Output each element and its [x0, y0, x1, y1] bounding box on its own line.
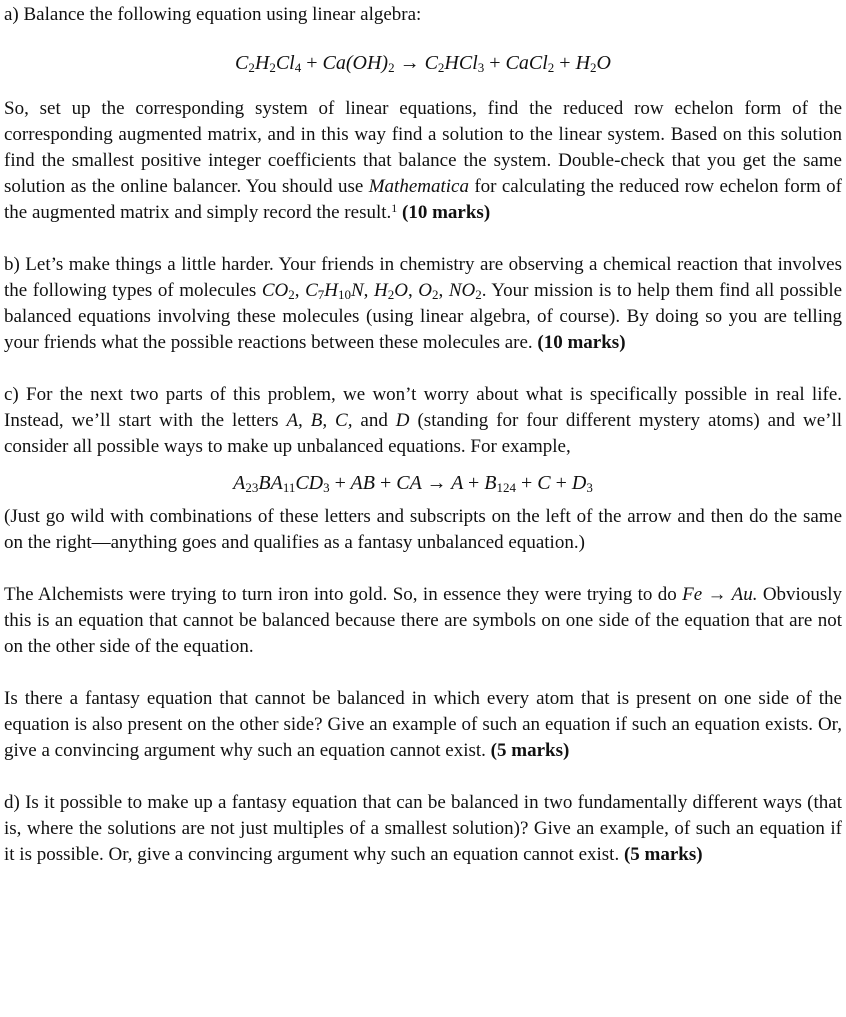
plus-sign: +	[559, 52, 571, 74]
part-a-intro	[4, 2, 842, 28]
part-a-intro-text: a) Balance the following equation using linear algebra:	[4, 4, 422, 25]
letter-d: D	[395, 410, 410, 431]
part-c-question	[4, 686, 842, 764]
part-c-note	[4, 504, 842, 556]
part-a-body	[4, 96, 842, 226]
part-b-marks: (10 marks)	[537, 332, 626, 353]
part-a-equation	[4, 50, 842, 76]
alchemist-text-2: Obviously this is an equation that cannot be balanced because there are symbols on one side of the equation that are not on the other side of the equation.	[4, 584, 843, 657]
part-b-body-1: b) Let’s make things a little harder. Your friends in chemistry are observing a chemical reaction that involves the following types of molecules	[4, 254, 842, 301]
plus-sign: +	[489, 52, 501, 74]
part-c-marks: (5 marks)	[490, 740, 570, 761]
part-d-body	[4, 790, 842, 868]
arrow-icon: →	[399, 52, 420, 74]
part-d-text: d) Is it possible to make up a fantasy equation that can be balanced in two fundamentally different ways (that is, where the solutions are not just multiples of a smallest solution)? Give an example, of such an equation if it is possible. Or, give a convincing argument why such an equation cannot exist.	[4, 792, 842, 865]
part-d-marks: (5 marks)	[623, 844, 703, 865]
equation-product-1: $C_2HCl_3$	[424, 52, 485, 75]
problem-sheet	[4, 2, 842, 868]
and-word: and	[360, 410, 388, 431]
part-a-body-1: So, set up the corresponding system of linear equations, find the reduced row echelon form of the corresponding augmented matrix, and in this way find a solution to the linear system. Based on this solution find the smallest positive integer coefficients that balance the system. Double-check that you get the same solution as the online balancer. You should use	[4, 98, 842, 197]
part-c-body-1: c) For the next two parts of this problem, we won’t worry about what is specifically possible in real life. Instead, we’ll start with the letters	[4, 384, 842, 431]
part-c-body-3: (Just go wild with combinations of these letters and subscripts on the left of the arrow and then do the same on the right—anything goes and qualifies as a fantasy unbalanced equation.)	[4, 506, 842, 553]
equation-reactant-1: $C_2H_2Cl_4$	[235, 52, 302, 75]
part-c-example-equation: $A_{23}BA_{11}CD_3$ + AB + CA → $A + B_{124} + C + D_3$	[233, 472, 593, 495]
fe-to-au: Fe → Au.	[682, 584, 758, 605]
molecule-h2o: $H_2O$	[373, 280, 408, 302]
part-a-body-2: for calculating the reduced row echelon form of the augmented matrix and simply record the result.	[4, 176, 843, 223]
molecule-c7h10n: $C_7H_{10}N$	[305, 280, 364, 302]
plus-sign: +	[306, 52, 318, 74]
equation-reactant-2: $Ca(OH)_2$	[322, 52, 395, 75]
part-c-body-2: (standing for four different mystery atoms) and we’ll consider all possible ways to make up unbalanced equations. For example,	[4, 410, 843, 457]
part-b-body: b) Let’s make things a little harder. Your friends in chemistry are observing a chemical reaction that involves the following types of molecules $CO_2$, $C_7H_{10}N$, $H_2O$, $O_2$, $NO_2$. Your mission is to help them find all possible balanced equations involving these molecules (using linear algebra, of course). By doing so you are telling your friends what the possible reactions between these molecules are. (10 marks)	[4, 254, 843, 353]
molecule-o2: $O_2$	[418, 280, 439, 302]
molecule-co2: $CO_2$	[261, 280, 295, 302]
part-c-question-text: Is there a fantasy equation that cannot be balanced in which every atom that is present on one side of the equation is also present on the other side? Give an example of such an equation if such an equation exists. Or, give a convincing argument why such an equation cannot exist.	[4, 688, 842, 761]
mathematica-name: Mathematica	[368, 176, 469, 197]
molecule-no2: $NO_2$	[448, 280, 482, 302]
equation-product-3: $H_2O$	[575, 52, 611, 75]
footnote-mark: 1	[391, 201, 398, 215]
equation-product-2: CaCl$_2$	[505, 52, 555, 75]
part-b-body-2: Your mission is to help them find all possible balanced equations involving these molecules (using linear algebra, of course). By doing so you are telling your friends what the possible reactions between these molecules are.	[4, 280, 843, 353]
alchemist-text-1: The Alchemists were trying to turn iron into gold. So, in essence they were trying to do	[4, 584, 677, 605]
part-a-marks: (10 marks)	[402, 202, 491, 223]
part-c-body	[4, 382, 842, 460]
letters-abc: A, B, C,	[286, 410, 353, 431]
alchemist-paragraph	[4, 582, 842, 660]
